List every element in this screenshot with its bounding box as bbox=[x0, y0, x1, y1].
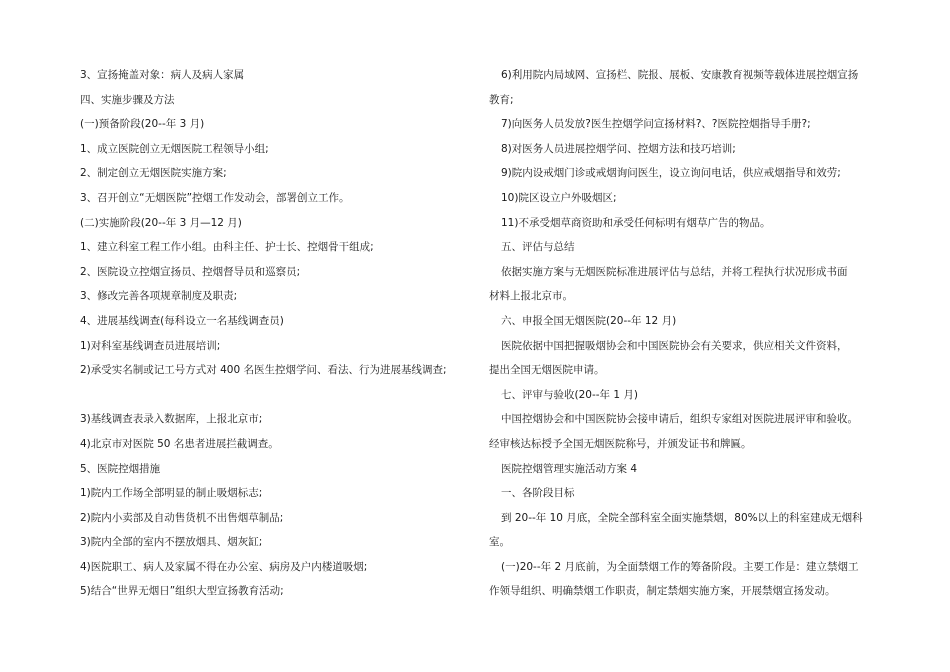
text-line: 3、召开创立“无烟医院”控烟工作发动会，部署创立工作。 bbox=[80, 191, 350, 204]
text-line: (一)预备阶段(20--年 3 月) bbox=[80, 118, 205, 131]
text-line: 5)结合“世界无烟日”组织大型宣扬教育活动; bbox=[80, 585, 284, 598]
text-line: 3)院内全部的室内不摆放烟具、烟灰缸; bbox=[80, 536, 263, 549]
text-line: (二)实施阶段(20--年 3 月—12 月) bbox=[80, 216, 242, 229]
text-line: 5、医院控烟措施 bbox=[80, 462, 161, 475]
text-line: 4)医院职工、病人及家属不得在办公室、病房及户内楼道吸烟; bbox=[80, 560, 368, 573]
text-line: 中国控烟协会和中国医院协会接申请后，组织专家组对医院进展评审和验收。 bbox=[501, 413, 858, 426]
text-line: 依据实施方案与无烟医院标准进展评估与总结，并将工程执行状况形成书面 bbox=[501, 265, 848, 278]
text-line: 室。 bbox=[489, 536, 510, 549]
text-line: 3、宣扬掩盖对象：病人及病人家属 bbox=[80, 69, 245, 81]
text-line: 教育; bbox=[489, 93, 514, 106]
text-line: 提出全国无烟医院申请。 bbox=[489, 364, 605, 377]
blank-line bbox=[80, 386, 475, 411]
left-text-column bbox=[80, 66, 475, 607]
text-line: 3、修改完善各项规章制度及职责; bbox=[80, 290, 238, 303]
text-line: 四、实施步骤及方法 bbox=[80, 93, 175, 106]
right-text-column bbox=[489, 66, 889, 607]
text-line: 1)对科室基线调查员进展培训; bbox=[80, 339, 221, 352]
text-line: 2)院内小卖部及自动售货机不出售烟草制品; bbox=[80, 511, 284, 524]
text-line: 9)院内设戒烟门诊或戒烟询问医生，设立询问电话，供应戒烟指导和效劳; bbox=[501, 167, 841, 180]
text-line: 一、各阶段目标 bbox=[501, 487, 575, 500]
text-line: 8)对医务人员进展控烟学问、控烟方法和技巧培训; bbox=[501, 142, 736, 155]
text-line: 6)利用院内局域网、宣扬栏、院报、展板、安康教育视频等载体进展控烟宣扬 bbox=[501, 69, 859, 81]
text-line: 11)不承受烟草商资助和承受任何标明有烟草广告的物品。 bbox=[501, 216, 771, 229]
text-line: 经审核达标授予全国无烟医院称号，并颁发证书和牌匾。 bbox=[489, 437, 752, 450]
text-line: 到 20--年 10 月底，全院全部科室全面实施禁烟，80%以上的科室建成无烟科 bbox=[501, 511, 863, 524]
text-line: 1)院内工作场全部明显的制止吸烟标志; bbox=[80, 487, 263, 500]
text-line: 七、评审与验收(20--年 1 月) bbox=[501, 388, 638, 401]
text-line: 7)向医务人员发放?医生控烟学问宣扬材料?、?医院控烟指导手册?; bbox=[501, 118, 811, 131]
text-line: 10)院区设立户外吸烟区; bbox=[501, 191, 617, 204]
text-line: 4)北京市对医院 50 名患者进展拦截调查。 bbox=[80, 437, 279, 450]
text-line: 五、评估与总结 bbox=[501, 241, 575, 254]
text-line: 2、制定创立无烟医院实施方案; bbox=[80, 167, 227, 180]
text-line: 2)承受实名制或记工号方式对 400 名医生控烟学问、看法、行为进展基线调查; bbox=[80, 364, 447, 377]
text-line: 4、进展基线调查(每科设立一名基线调查员) bbox=[80, 314, 284, 327]
text-line: 六、申报全国无烟医院(20--年 12 月) bbox=[501, 314, 677, 327]
text-line: 1、成立医院创立无烟医院工程领导小组; bbox=[80, 142, 269, 155]
text-line: 2、医院设立控烟宣扬员、控烟督导员和巡察员; bbox=[80, 265, 301, 278]
text-line: 医院控烟管理实施活动方案 4 bbox=[501, 462, 638, 475]
text-line: 1、建立科室工程工作小组。由科主任、护士长、控烟骨干组成; bbox=[80, 241, 374, 254]
text-line: 医院依据中国把握吸烟协会和中国医院协会有关要求，供应相关文件资料， bbox=[501, 339, 848, 352]
text-line: (一)20--年 2 月底前，为全面禁烟工作的筹备阶段。主要工作是：建立禁烟工 bbox=[501, 560, 859, 573]
text-line: 材料上报北京市。 bbox=[489, 290, 573, 303]
text-line: 作领导组织、明确禁烟工作职责，制定禁烟实施方案，开展禁烟宣扬发动。 bbox=[489, 585, 836, 598]
text-line: 3)基线调查表录入数据库，上报北京市; bbox=[80, 413, 263, 426]
